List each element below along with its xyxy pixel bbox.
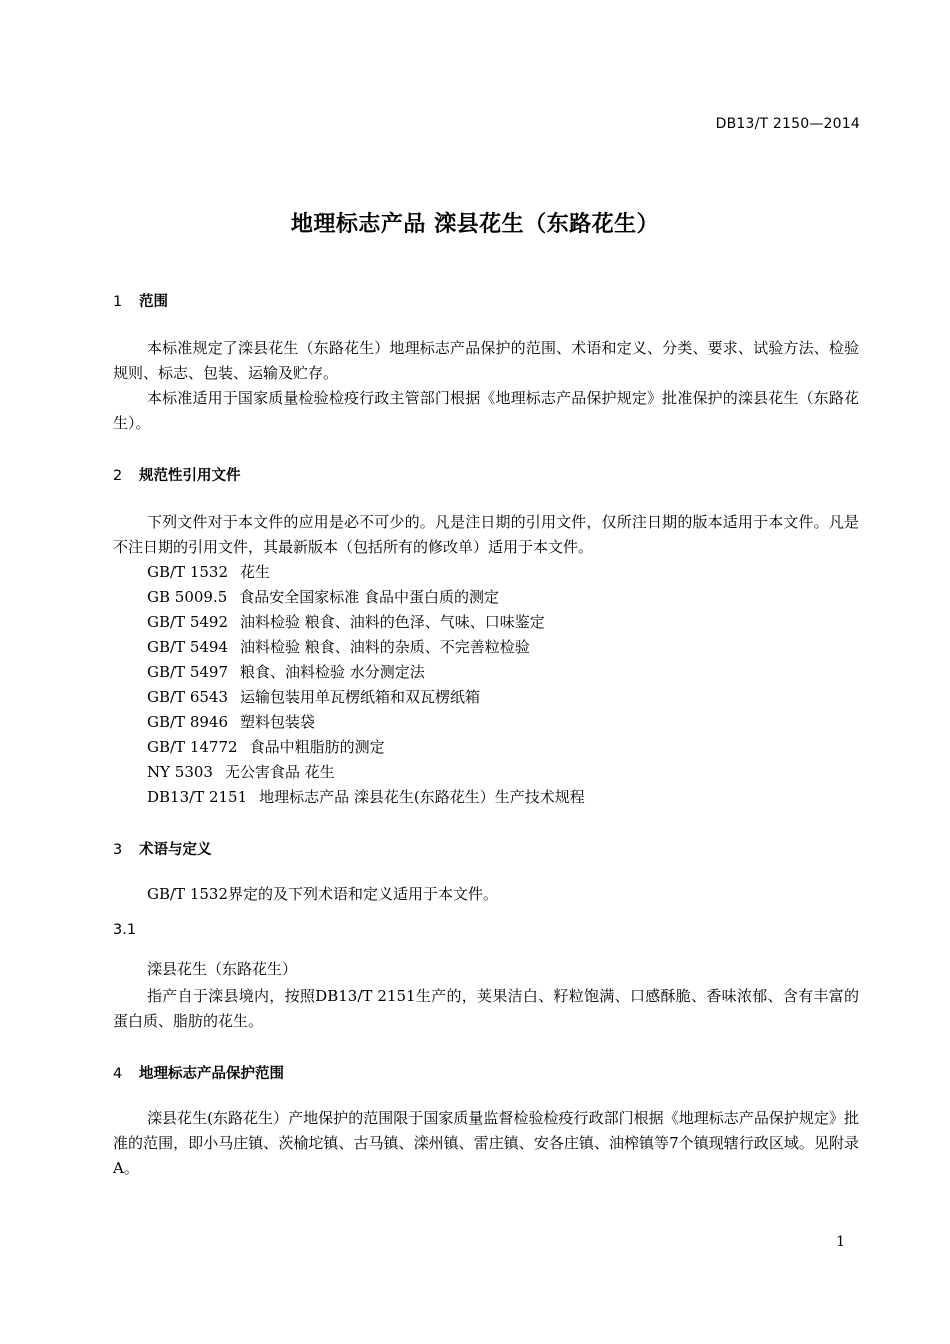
- section-title: 范围: [139, 294, 168, 310]
- reference-item: [147, 735, 585, 760]
- reference-name: 油料检验 粮食、油料的杂质、不完善粒检验: [240, 638, 530, 656]
- reference-item: [147, 610, 585, 635]
- section-1-heading: [113, 290, 168, 311]
- section-number: 4: [113, 1066, 123, 1082]
- reference-name: 油料检验 粮食、油料的色泽、气味、口味鉴定: [240, 613, 545, 631]
- reference-item: [147, 660, 585, 685]
- section-3-heading: [113, 838, 212, 859]
- section-1-paragraph-1: 本标准规定了滦县花生（东路花生）地理标志产品保护的范围、术语和定义、分类、要求、试验方法、检验规则、标志、包装、运输及贮存。: [113, 339, 859, 382]
- reference-code: DB13/T 2151: [147, 788, 248, 806]
- reference-code: NY 5303: [147, 763, 213, 781]
- section-2-heading: [113, 464, 241, 485]
- reference-code: GB/T 5497: [147, 663, 229, 681]
- section-title: 地理标志产品保护范围: [139, 1066, 284, 1082]
- reference-name: 粮食、油料检验 水分测定法: [240, 663, 425, 681]
- section-title: 规范性引用文件: [139, 468, 241, 484]
- term-name: 滦县花生（东路花生）: [147, 960, 298, 978]
- reference-name: 食品安全国家标准 食品中蛋白质的测定: [239, 588, 500, 606]
- reference-item: [147, 560, 585, 585]
- section-number: 3: [113, 842, 123, 858]
- reference-code: GB/T 14772: [147, 738, 238, 756]
- standard-code: DB13/T 2150—2014: [715, 116, 860, 132]
- reference-code: GB/T 1532: [147, 563, 229, 581]
- reference-name: 无公害食品 花生: [224, 763, 335, 781]
- section-number: 2: [113, 468, 123, 484]
- section-4-paragraph: 滦县花生(东路花生）产地保护的范围限于国家质量监督检验检疫行政部门根据《地理标志产品保护规定》批准的范围，即小马庄镇、茨榆坨镇、古马镇、滦州镇、雷庄镇、安各庄镇、油榨镇等7个镇现辖行政区域。见附录A。: [113, 1109, 859, 1177]
- reference-list: [147, 560, 585, 810]
- reference-code: GB/T 6543: [147, 688, 229, 706]
- reference-name: 花生: [240, 563, 271, 581]
- reference-item: [147, 785, 585, 810]
- term-definition: 指产自于滦县境内，按照DB13/T 2151生产的，荚果洁白、籽粒饱满、口感酥脆、香味浓郁、含有丰富的蛋白质、脂肪的花生。: [113, 987, 859, 1030]
- reference-code: GB 5009.5: [147, 588, 228, 606]
- reference-code: GB/T 5494: [147, 638, 229, 656]
- reference-code: GB/T 5492: [147, 613, 229, 631]
- reference-item: [147, 585, 585, 610]
- section-1-paragraph-2: 本标准适用于国家质量检验检疫行政主管部门根据《地理标志产品保护规定》批准保护的滦县花生（东路花生）。: [113, 389, 859, 432]
- section-3-intro: GB/T 1532界定的及下列术语和定义适用于本文件。: [147, 885, 499, 903]
- reference-name: 食品中粗脂肪的测定: [249, 738, 385, 756]
- reference-name: 塑料包装袋: [240, 713, 316, 731]
- page-number: 1: [836, 1234, 845, 1250]
- section-2-intro: 下列文件对于本文件的应用是必不可少的。凡是注日期的引用文件，仅所注日期的版本适用于本文件。凡是不注日期的引用文件，其最新版本（包括所有的修改单）适用于本文件。: [113, 513, 859, 556]
- reference-name: 运输包装用单瓦楞纸箱和双瓦楞纸箱: [240, 688, 481, 706]
- reference-name: 地理标志产品 滦县花生(东路花生）生产技术规程: [259, 788, 585, 806]
- reference-item: [147, 685, 585, 710]
- reference-item: [147, 635, 585, 660]
- reference-code: GB/T 8946: [147, 713, 229, 731]
- section-4-heading: [113, 1062, 284, 1083]
- reference-item: [147, 710, 585, 735]
- reference-item: [147, 760, 585, 785]
- section-number: 1: [113, 294, 123, 310]
- subsection-number: 3.1: [113, 922, 137, 938]
- section-title: 术语与定义: [139, 842, 212, 858]
- document-title: 地理标志产品 滦县花生（东路花生）: [290, 212, 660, 237]
